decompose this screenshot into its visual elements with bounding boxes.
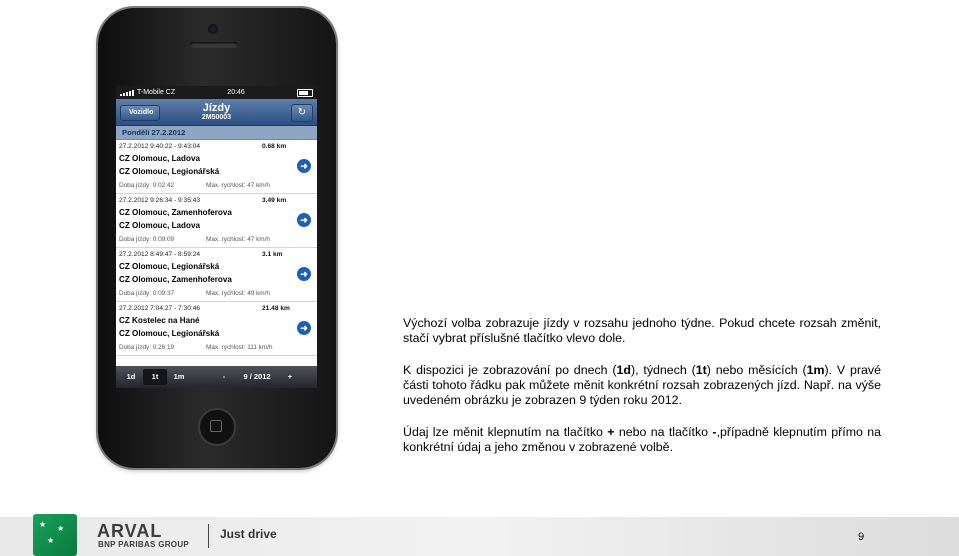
nav-subtitle: 2M50003 [201, 114, 232, 121]
trip-duration: Doba jízdy: 0:26:19 [119, 344, 175, 351]
footer-divider [208, 524, 209, 548]
trip-from: CZ Olomouc, Ladova [119, 154, 200, 163]
speaker-grille [190, 42, 238, 48]
paragraph-2: K dispozici je zobrazování po dnech (1d), týdnech (1t) nebo měsících (1m). V pravé části tohoto řádku pak můžete měnit konkrétní rozsah zobrazených jízd. Např. na výše uvedeném obrázku je zobrazen 9 týden roku 2012. [403, 363, 881, 407]
trip-to: CZ Olomouc, Legionářská [119, 167, 220, 176]
trip-max-speed: Max. rychlost: 111 km/h [206, 344, 273, 351]
refresh-button[interactable] [291, 104, 313, 122]
minus-button[interactable]: - [222, 372, 226, 381]
trip-distance: 0.68 km [262, 143, 287, 150]
trip-distance: 21.48 km [262, 305, 290, 312]
paragraph-3: Údaj lze měnit klepnutím na tlačítko + nebo na tlačítko -,případně klepnutím přímo na konkrétní údaj a jeho změnou v zobrazené volbě. [403, 425, 882, 454]
arrow-right-icon[interactable]: ➜ [297, 321, 311, 335]
trip-from: CZ Kostelec na Hané [119, 316, 200, 325]
seg-1d-button[interactable]: 1d [126, 372, 136, 381]
back-button[interactable]: Vozidlo [120, 105, 160, 121]
arrow-right-icon[interactable]: ➜ [297, 267, 311, 281]
plus-button[interactable]: + [287, 372, 293, 381]
arval-logo-icon: ★ ★ ★ [33, 514, 77, 556]
trip-row[interactable] [116, 194, 317, 248]
status-bar [116, 86, 317, 99]
trip-time: 27.2.2012 8:49:47 - 8:59:24 [119, 251, 201, 258]
bottom-toolbar [116, 366, 317, 388]
range-segmented-control [119, 369, 191, 385]
trip-from: CZ Olomouc, Legionářská [119, 262, 220, 271]
trip-duration: Doba jízdy: 0:02:42 [119, 182, 175, 189]
arrow-right-icon[interactable]: ➜ [297, 159, 311, 173]
trip-time: 27.2.2012 7:04:27 - 7:30:46 [119, 305, 201, 312]
refresh-icon: ↻ [297, 107, 307, 118]
trip-max-speed: Max. rychlost: 49 km/h [206, 290, 270, 297]
slogan: Just drive [220, 527, 277, 541]
period-value[interactable]: 9 / 2012 [243, 372, 271, 381]
arrow-right-icon[interactable]: ➜ [297, 213, 311, 227]
brand-name: ARVAL [97, 521, 163, 541]
brand-group: BNP PARIBAS GROUP [98, 540, 190, 549]
carrier-name: T-Mobile CZ [137, 89, 176, 96]
trip-distance: 3.49 km [262, 197, 287, 204]
trip-from: CZ Olomouc, Zamenhoferova [119, 208, 232, 217]
trip-to: CZ Olomouc, Legionářská [119, 329, 220, 338]
trip-to: CZ Olomouc, Zamenhoferova [119, 275, 232, 284]
trip-time: 27.2.2012 9:40:22 - 9:43:04 [119, 143, 201, 150]
trip-to: CZ Olomouc, Ladova [119, 221, 200, 230]
trip-max-speed: Max. rychlost: 47 km/h [206, 182, 270, 189]
trip-row[interactable] [116, 302, 317, 356]
nav-title: Jízdy [202, 102, 231, 114]
battery-icon [297, 89, 313, 97]
nav-bar [116, 99, 317, 126]
period-pager [215, 369, 299, 385]
trip-distance: 3.1 km [262, 251, 283, 258]
page-number: 9 [858, 531, 865, 543]
trip-max-speed: Max. rychlost: 47 km/h [206, 236, 270, 243]
trip-time: 27.2.2012 9:26:34 - 9:35:43 [119, 197, 201, 204]
phone-screen [116, 86, 317, 388]
home-button[interactable] [198, 408, 236, 446]
seg-1t-button[interactable]: 1t [143, 369, 167, 385]
seg-1m-button[interactable]: 1m [173, 372, 185, 381]
section-header: Pondělí 27.2.2012 [116, 126, 317, 140]
camera-icon [208, 24, 218, 34]
trip-duration: Doba jízdy: 0:09:37 [119, 290, 175, 297]
status-time: 20:46 [227, 89, 245, 96]
trip-row[interactable] [116, 248, 317, 302]
signal-icon [120, 90, 134, 96]
trip-duration: Doba jízdy: 0:09:09 [119, 236, 175, 243]
paragraph-1: Výchozí volba zobrazuje jízdy v rozsahu jednoho týdne. Pokud chcete rozsah změnit, stačí vybrat příslušné tlačítko vlevo dole. [403, 316, 881, 345]
trip-row[interactable] [116, 140, 317, 194]
